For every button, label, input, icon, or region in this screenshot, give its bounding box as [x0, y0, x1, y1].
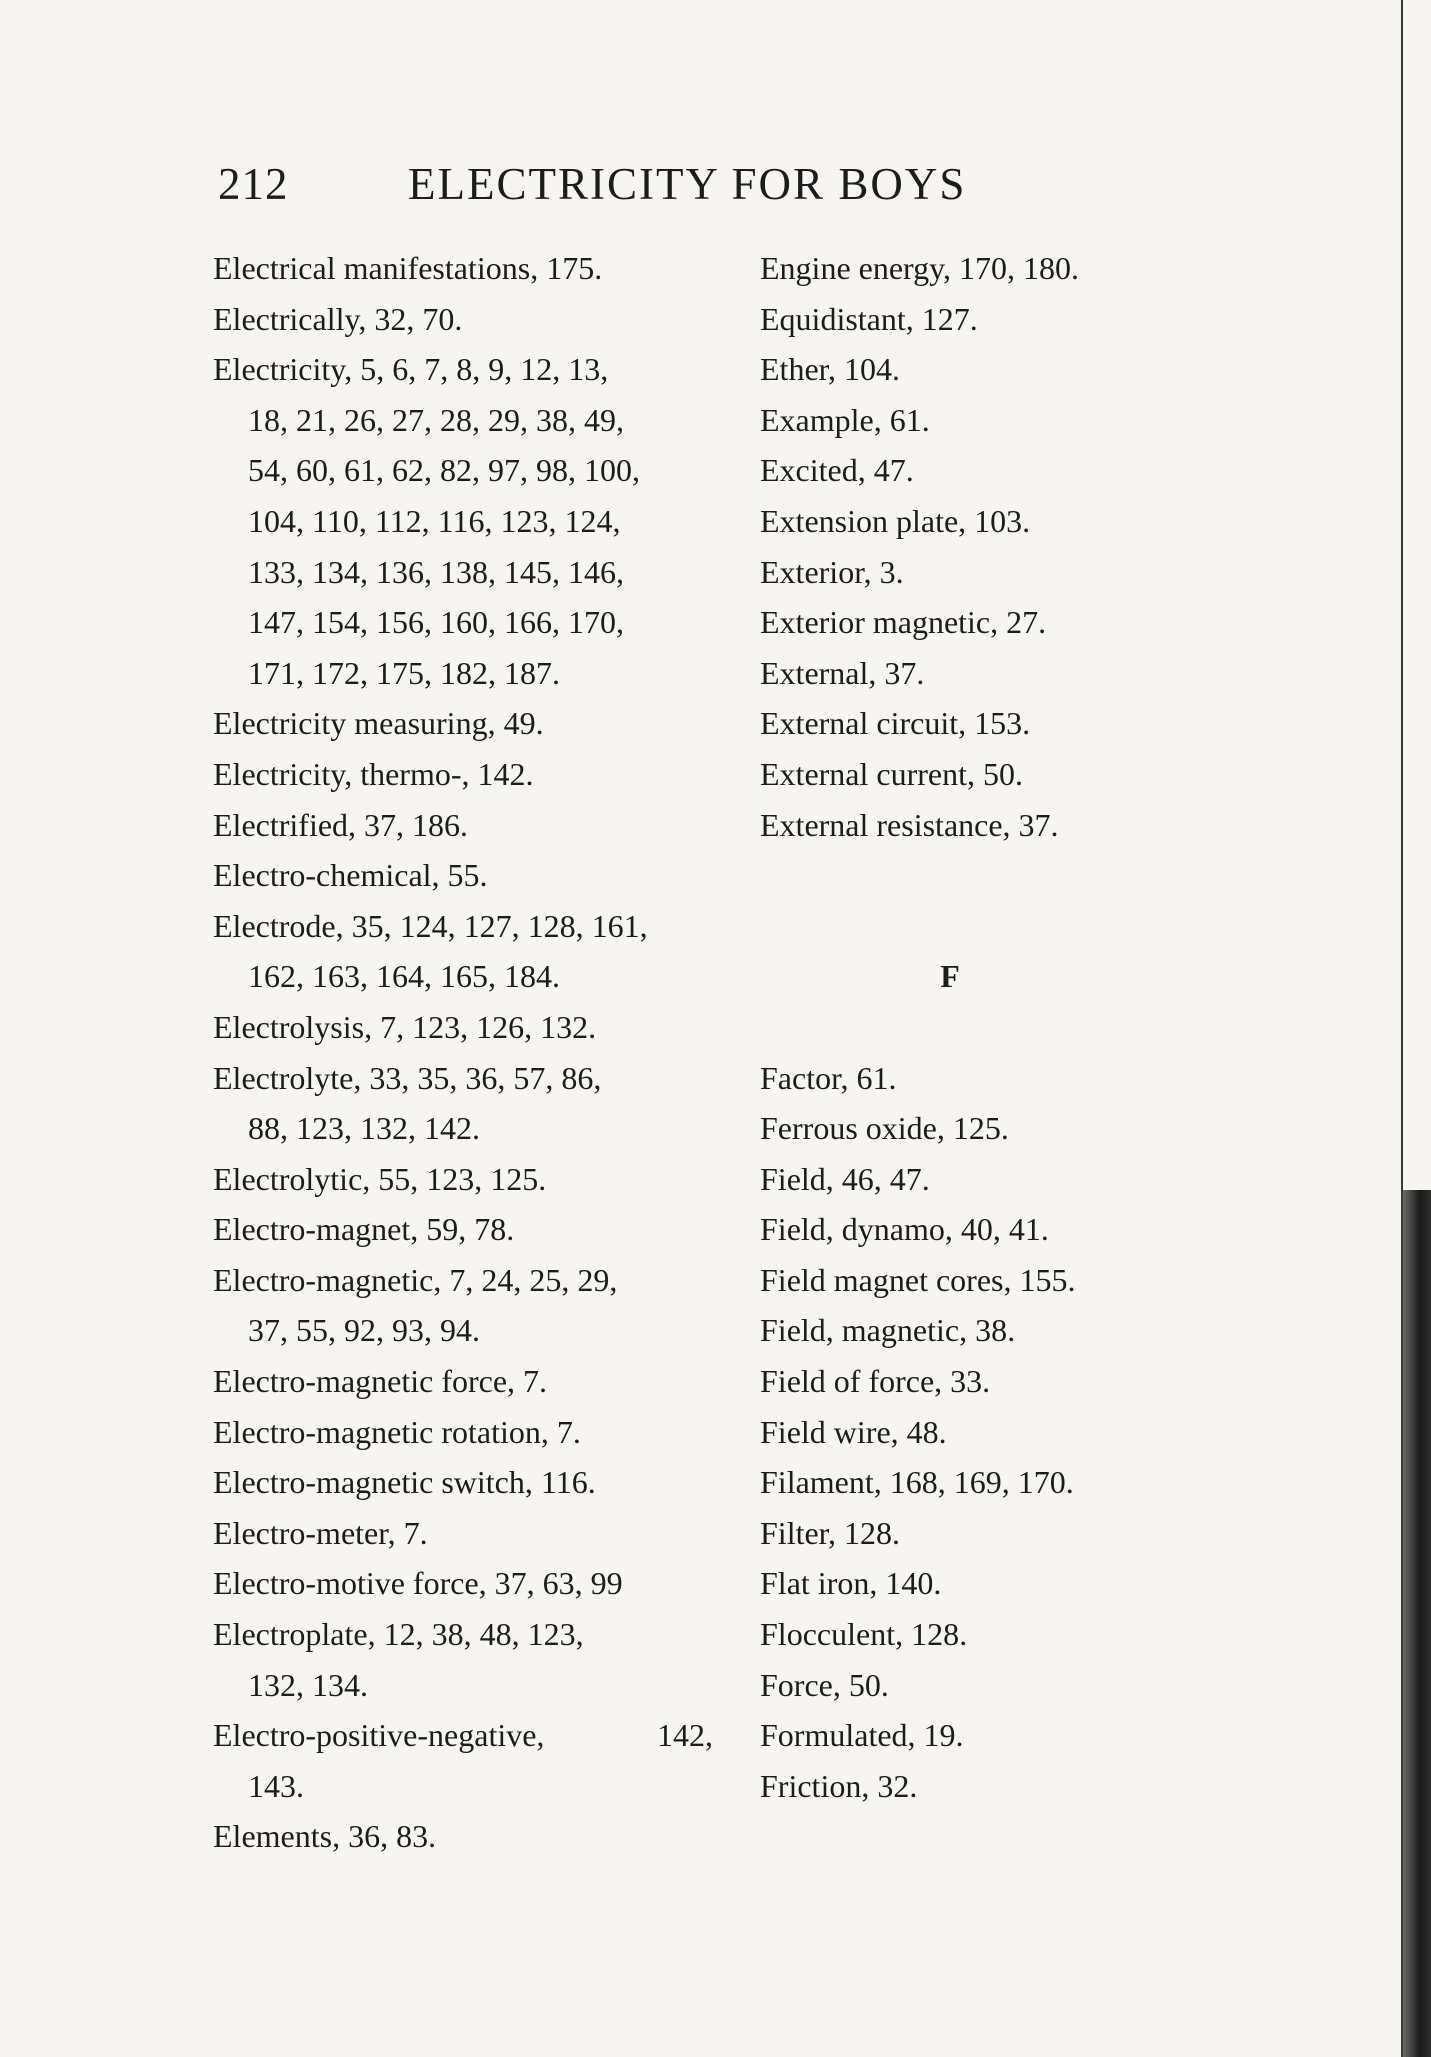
index-entry-continuation: 147, 154, 156, 160, 166, 170,	[248, 604, 624, 641]
index-column-left	[213, 243, 713, 1862]
index-entry: Engine energy, 170, 180.	[760, 250, 1080, 286]
index-entry: Exterior magnetic, 27.	[760, 604, 1047, 641]
index-entry-continuation: 171, 172, 175, 182, 187.	[248, 654, 560, 691]
index-entry: Excited, 47.	[760, 452, 914, 489]
index-entry: Elements, 36, 83.	[213, 1818, 437, 1855]
section-heading-letter: F	[940, 958, 960, 995]
index-entry: Electro-motive force, 37, 63, 99	[213, 1565, 623, 1602]
index-entry: Ferrous oxide, 125.	[760, 1110, 1009, 1147]
index-column-right	[760, 243, 1180, 1811]
index-entry-continuation: 18, 21, 26, 27, 28, 29, 38, 49,	[248, 401, 624, 438]
index-entry: Electro-magnetic rotation, 7.	[213, 1413, 581, 1450]
index-entry: Field of force, 33.	[760, 1363, 991, 1400]
index-entry: Electrically, 32, 70.	[213, 300, 463, 337]
index-entry-continuation: 132, 134.	[248, 1666, 368, 1703]
index-entry: Electrolysis, 7, 123, 126, 132.	[213, 1008, 597, 1045]
index-entry: Extension plate, 103.	[760, 502, 1031, 539]
index-entry: Electrical manifestations, 175.	[213, 250, 603, 286]
index-entry: Electricity measuring, 49.	[213, 705, 544, 742]
section-spacer	[760, 1002, 1180, 1053]
index-entry: Electro-magnetic switch, 116.	[213, 1464, 596, 1501]
index-entry-continuation: 104, 110, 112, 116, 123, 124,	[248, 502, 621, 539]
index-entry-term: Electro-positive-negative,	[213, 1717, 545, 1754]
index-entry: Filament, 168, 169, 170.	[760, 1464, 1074, 1501]
index-entry: Field magnet cores, 155.	[760, 1261, 1076, 1298]
index-entry: Electroplate, 12, 38, 48, 123,	[213, 1616, 584, 1653]
index-entry: Electricity, thermo-, 142.	[213, 755, 534, 792]
index-entry-continuation: 37, 55, 92, 93, 94.	[248, 1312, 480, 1349]
index-entry: Electrified, 37, 186.	[213, 806, 469, 843]
index-entry: Field wire, 48.	[760, 1413, 947, 1450]
index-entry-continuation: 133, 134, 136, 138, 145, 146,	[248, 553, 624, 590]
page-header	[218, 158, 1078, 218]
index-entry-continuation: 143.	[248, 1767, 304, 1804]
index-entry-continuation: 88, 123, 132, 142.	[248, 1110, 480, 1147]
index-entry: Electrode, 35, 124, 127, 128, 161,	[213, 907, 648, 944]
index-entry: Electro-magnet, 59, 78.	[213, 1211, 515, 1248]
page-number: 212	[218, 159, 289, 209]
index-entry-pages: 142,	[657, 1717, 713, 1754]
index-entry: Formulated, 19.	[760, 1717, 964, 1754]
index-entry: Electricity, 5, 6, 7, 8, 9, 12, 13,	[213, 351, 609, 388]
section-spacer	[760, 850, 1180, 901]
index-entry: Field, 46, 47.	[760, 1160, 930, 1197]
index-entry: Field, dynamo, 40, 41.	[760, 1211, 1049, 1248]
page-edge-shadow	[1403, 1190, 1431, 2057]
index-entry: Electrolytic, 55, 123, 125.	[213, 1160, 547, 1197]
index-entry: External current, 50.	[760, 755, 1023, 792]
index-entry: Flocculent, 128.	[760, 1616, 968, 1653]
index-entry: Friction, 32.	[760, 1767, 918, 1804]
index-entry: Electro-chemical, 55.	[213, 857, 488, 894]
index-entry: External resistance, 37.	[760, 806, 1059, 843]
section-spacer	[760, 901, 1180, 952]
running-title: ELECTRICITY FOR BOYS	[408, 159, 967, 209]
index-entry-continuation: 162, 163, 164, 165, 184.	[248, 958, 560, 995]
index-entry: Filter, 128.	[760, 1514, 901, 1551]
index-entry: External, 37.	[760, 654, 925, 691]
index-entry	[213, 1710, 713, 1761]
index-entry: Electro-magnetic, 7, 24, 25, 29,	[213, 1261, 618, 1298]
index-entry: Exterior, 3.	[760, 553, 904, 590]
index-entry: Field, magnetic, 38.	[760, 1312, 1016, 1349]
index-entry: Ether, 104.	[760, 351, 901, 388]
index-entry: Electro-meter, 7.	[213, 1514, 428, 1551]
index-entry-continuation: 54, 60, 61, 62, 82, 97, 98, 100,	[248, 452, 640, 489]
index-entry: Example, 61.	[760, 401, 930, 438]
index-entry: Force, 50.	[760, 1666, 889, 1703]
index-entry: Factor, 61.	[760, 1059, 897, 1096]
index-entry: Electro-magnetic force, 7.	[213, 1363, 548, 1400]
index-entry: Flat iron, 140.	[760, 1565, 942, 1602]
index-entry: Electrolyte, 33, 35, 36, 57, 86,	[213, 1059, 602, 1096]
index-entry: External circuit, 153.	[760, 705, 1031, 742]
index-entry: Equidistant, 127.	[760, 300, 978, 337]
page-binding-edge	[1397, 0, 1431, 2057]
